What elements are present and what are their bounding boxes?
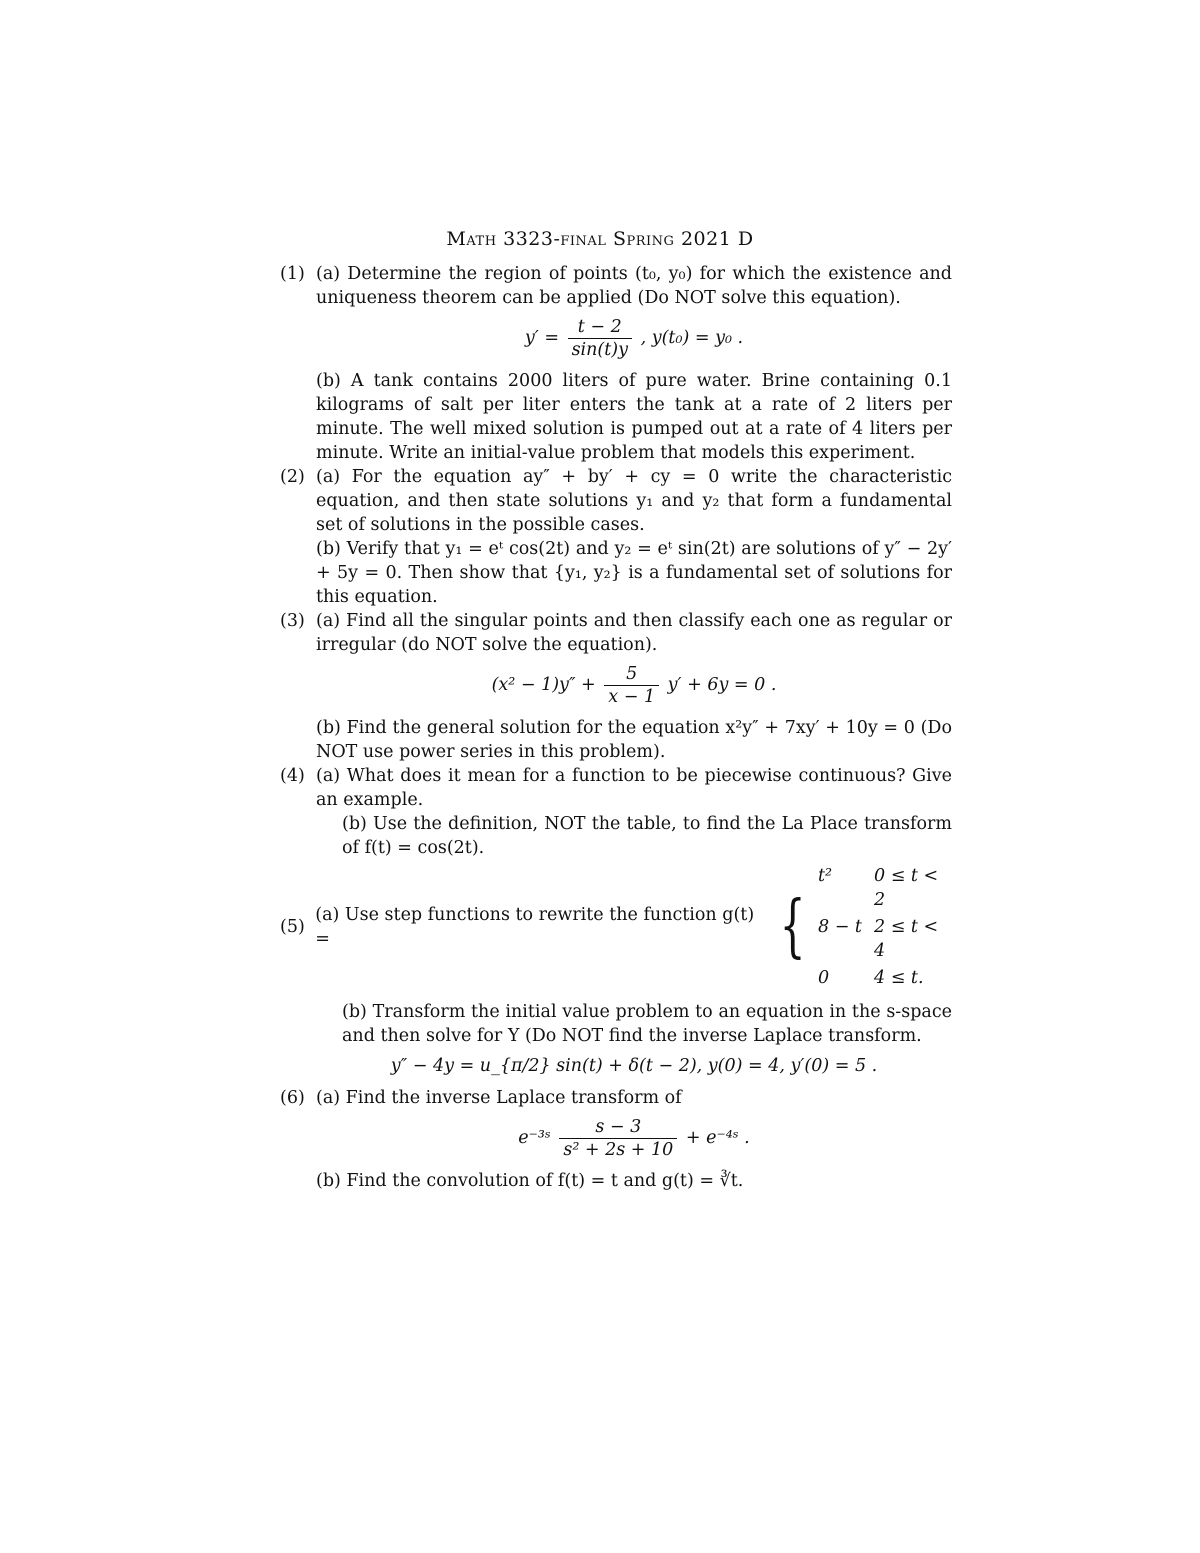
numerator: t − 2 [568, 316, 632, 339]
problem-number: (2) [280, 467, 305, 487]
equation-rhs: y′ + 6y = 0 . [667, 675, 777, 695]
page-title: Math 3323-final Spring 2021 D [446, 228, 754, 250]
equation-rhs: , y(t₀) = y₀ . [640, 328, 744, 348]
case-expr: 8 − t [818, 917, 862, 937]
problem-6b-text: (b) Find the convolution of f(t) = t and g(t) = ∛t. [316, 1171, 744, 1191]
problem-2 [280, 465, 952, 609]
numerator: 5 [604, 663, 659, 686]
problem-1 [280, 262, 952, 465]
problem-4 [280, 764, 952, 860]
case-cond: 0 ≤ t < 2 [874, 866, 939, 910]
problem-number: (3) [280, 611, 305, 631]
problem-2b-text: (b) Verify that y₁ = eᵗ cos(2t) and y₂ = eᵗ sin(2t) are solutions of y″ − 2y′ + 5y = 0. Then show that {y₁, y₂} is a fundamental set of solutions for this equation. [316, 539, 952, 607]
case-expr: 0 [818, 968, 830, 988]
left-brace: { [779, 887, 806, 966]
problem-number: (5) [280, 917, 305, 937]
problem-5 [280, 864, 952, 1078]
denominator: s² + 2s + 10 [563, 1140, 674, 1160]
problem-1b-text: (b) A tank contains 2000 liters of pure water. Brine containing 0.1 kilograms of salt per liter enters the tank at a rate of 2 liters per minute. The well mixed solution is pumped out at a rate of 4 liters per minute. Write an initial-value problem that models this experiment. [316, 371, 952, 463]
denominator: x − 1 [608, 687, 656, 707]
case-cond: 2 ≤ t < 4 [874, 917, 939, 961]
problem-3a-text: (a) Find all the singular points and then classify each one as regular or irregular (do NOT solve the equation). [316, 611, 952, 655]
problem-2a-text: (a) For the equation ay″ + by′ + cy = 0 write the characteristic equation, and then state solutions y₁ and y₂ that form a fundamental set of solutions in the possible cases. [316, 467, 952, 535]
problem-3b-text: (b) Find the general solution for the equation x²y″ + 7xy′ + 10y = 0 (Do NOT use power series in this problem). [316, 718, 952, 762]
fraction [568, 316, 632, 361]
case-expr: t² [818, 866, 833, 886]
problem-5b-text: (b) Transform the initial value problem to an equation in the s-space and then solve for Y (Do NOT find the inverse Laplace transform. [342, 1002, 952, 1046]
fraction [559, 1116, 677, 1161]
problem-list [280, 262, 952, 1193]
problem-6a-text: (a) Find the inverse Laplace transform of [316, 1088, 682, 1108]
denominator: sin(t)y [571, 340, 628, 360]
problem-5a-text: (a) Use step functions to rewrite the function g(t) = [315, 905, 755, 949]
problem-3-equation [316, 663, 952, 708]
problem-4b-text: (b) Use the definition, NOT the table, to find the La Place transform of f(t) = cos(2t). [342, 814, 952, 858]
problem-6-equation [316, 1116, 952, 1161]
problem-number: (4) [280, 766, 305, 786]
case-cond: 4 ≤ t. [874, 968, 924, 988]
problem-1-equation [316, 316, 952, 361]
problem-5-equation: y″ − 4y = u_{π/2} sin(t) + δ(t − 2), y(0) = 4, y′(0) = 5 . [390, 1056, 878, 1076]
equation-lhs: e⁻³ˢ [518, 1128, 551, 1148]
equation-lhs: y′ = [524, 328, 559, 348]
problem-number: (6) [280, 1088, 305, 1108]
problem-number: (1) [280, 264, 305, 284]
problem-6 [280, 1086, 952, 1193]
problem-1a-text: (a) Determine the region of points (t₀, y₀) for which the existence and uniqueness theorem can be applied (Do NOT solve this equation). [316, 264, 952, 308]
numerator: s − 3 [559, 1116, 677, 1139]
equation-rhs: + e⁻⁴ˢ . [685, 1128, 750, 1148]
problem-4a-text: (a) What does it mean for a function to be piecewise continuous? Give an example. [316, 766, 952, 810]
equation-lhs: (x² − 1)y″ + [491, 675, 596, 695]
problem-3 [280, 609, 952, 764]
piecewise-cases [818, 864, 952, 990]
problem-5a-row [280, 864, 952, 990]
fraction [604, 663, 659, 708]
